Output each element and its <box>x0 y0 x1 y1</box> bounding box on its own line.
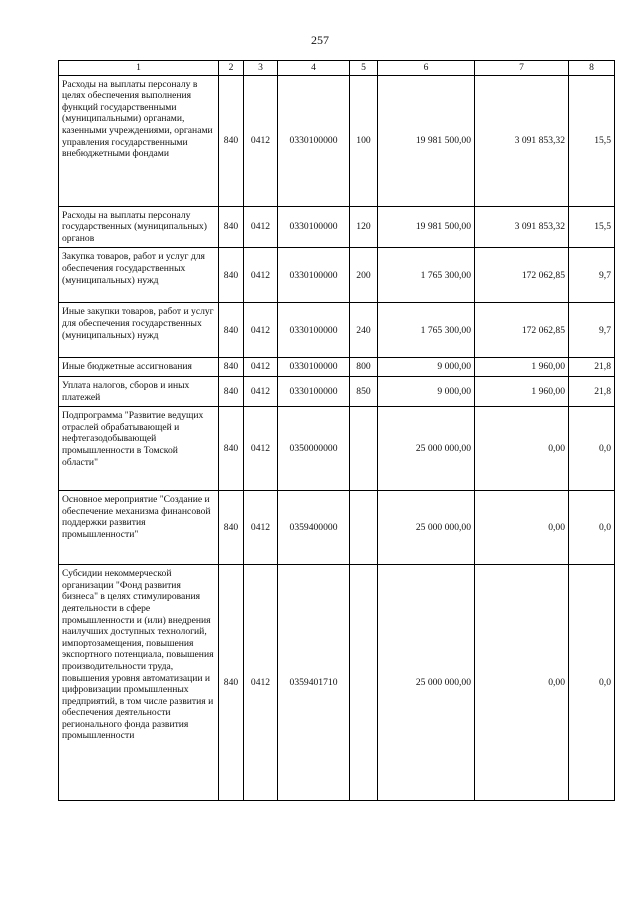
table-header-row <box>59 61 615 76</box>
target-article-code: 0359400000 <box>278 491 350 565</box>
execution-percent: 15,5 <box>569 206 615 248</box>
execution-percent: 21,8 <box>569 358 615 377</box>
column-header: 1 <box>59 61 219 76</box>
executed-amount: 3 091 853,32 <box>475 75 569 206</box>
target-article-code: 0359401710 <box>278 565 350 801</box>
target-article-code: 0330100000 <box>278 358 350 377</box>
expense-type-code: 800 <box>350 358 378 377</box>
budget-table <box>58 60 615 801</box>
ministry-code: 840 <box>219 248 244 303</box>
target-article-code: 0330100000 <box>278 248 350 303</box>
expense-name: Закупка товаров, работ и услуг для обеспечения государственных (муниципальных) нужд <box>59 248 219 303</box>
expense-type-code <box>350 491 378 565</box>
section-code: 0412 <box>244 75 278 206</box>
expense-type-code: 200 <box>350 248 378 303</box>
ministry-code: 840 <box>219 75 244 206</box>
planned-amount: 25 000 000,00 <box>378 491 475 565</box>
expense-type-code: 850 <box>350 376 378 406</box>
table-row <box>59 407 615 491</box>
table-row <box>59 491 615 565</box>
expense-type-code <box>350 565 378 801</box>
expense-name: Подпрограмма "Развитие ведущих отраслей обрабатывающей и нефтегазодобывающей промышленности в Томской области" <box>59 407 219 491</box>
column-header: 8 <box>569 61 615 76</box>
section-code: 0412 <box>244 206 278 248</box>
section-code: 0412 <box>244 565 278 801</box>
expense-type-code: 100 <box>350 75 378 206</box>
planned-amount: 19 981 500,00 <box>378 75 475 206</box>
section-code: 0412 <box>244 358 278 377</box>
expense-name: Расходы на выплаты персоналу государственных (муниципальных) органов <box>59 206 219 248</box>
expense-type-code: 120 <box>350 206 378 248</box>
column-header: 5 <box>350 61 378 76</box>
table-row <box>59 248 615 303</box>
expense-name: Иные бюджетные ассигнования <box>59 358 219 377</box>
planned-amount: 25 000 000,00 <box>378 565 475 801</box>
column-header: 2 <box>219 61 244 76</box>
expense-name: Иные закупки товаров, работ и услуг для обеспечения государственных (муниципальных) нужд <box>59 303 219 358</box>
planned-amount: 1 765 300,00 <box>378 248 475 303</box>
executed-amount: 1 960,00 <box>475 376 569 406</box>
execution-percent: 21,8 <box>569 376 615 406</box>
planned-amount: 25 000 000,00 <box>378 407 475 491</box>
section-code: 0412 <box>244 303 278 358</box>
ministry-code: 840 <box>219 565 244 801</box>
table-row <box>59 206 615 248</box>
execution-percent: 9,7 <box>569 248 615 303</box>
column-header: 3 <box>244 61 278 76</box>
expense-type-code <box>350 407 378 491</box>
page-number: 257 <box>311 33 329 47</box>
execution-percent: 0,0 <box>569 407 615 491</box>
executed-amount: 172 062,85 <box>475 303 569 358</box>
expense-name: Расходы на выплаты персоналу в целях обеспечения выполнения функций государственными (муниципальными) органами, казенными учреждениями, органами управления государственными внебюджетными фондами <box>59 75 219 206</box>
executed-amount: 3 091 853,32 <box>475 206 569 248</box>
expense-name: Основное мероприятие "Создание и обеспечение механизма финансовой поддержки развития промышленности" <box>59 491 219 565</box>
table-row <box>59 358 615 377</box>
column-header: 7 <box>475 61 569 76</box>
section-code: 0412 <box>244 376 278 406</box>
ministry-code: 840 <box>219 206 244 248</box>
section-code: 0412 <box>244 407 278 491</box>
column-header: 4 <box>278 61 350 76</box>
table-row <box>59 303 615 358</box>
executed-amount: 172 062,85 <box>475 248 569 303</box>
execution-percent: 15,5 <box>569 75 615 206</box>
ministry-code: 840 <box>219 407 244 491</box>
executed-amount: 0,00 <box>475 565 569 801</box>
section-code: 0412 <box>244 491 278 565</box>
target-article-code: 0330100000 <box>278 376 350 406</box>
ministry-code: 840 <box>219 376 244 406</box>
table-row <box>59 75 615 206</box>
ministry-code: 840 <box>219 491 244 565</box>
execution-percent: 0,0 <box>569 491 615 565</box>
executed-amount: 1 960,00 <box>475 358 569 377</box>
planned-amount: 9 000,00 <box>378 376 475 406</box>
planned-amount: 9 000,00 <box>378 358 475 377</box>
column-header: 6 <box>378 61 475 76</box>
table-row <box>59 376 615 406</box>
target-article-code: 0330100000 <box>278 206 350 248</box>
expense-type-code: 240 <box>350 303 378 358</box>
target-article-code: 0350000000 <box>278 407 350 491</box>
table-row <box>59 565 615 801</box>
expense-name: Субсидии некоммерческой организации "Фонд развития бизнеса" в целях стимулирования деятельности в сфере промышленности и (или) внедрения наилучших доступных технологий, импортозамещения, повышения экспортного потенциала, повышения производительности труда, повышения уровня автоматизации и цифровизации промышленных предприятий, в том числе развития и обеспечения деятельности регионального фонда развития промышленности <box>59 565 219 801</box>
executed-amount: 0,00 <box>475 491 569 565</box>
ministry-code: 840 <box>219 303 244 358</box>
expense-name: Уплата налогов, сборов и иных платежей <box>59 376 219 406</box>
target-article-code: 0330100000 <box>278 303 350 358</box>
planned-amount: 1 765 300,00 <box>378 303 475 358</box>
section-code: 0412 <box>244 248 278 303</box>
executed-amount: 0,00 <box>475 407 569 491</box>
ministry-code: 840 <box>219 358 244 377</box>
execution-percent: 0,0 <box>569 565 615 801</box>
planned-amount: 19 981 500,00 <box>378 206 475 248</box>
execution-percent: 9,7 <box>569 303 615 358</box>
target-article-code: 0330100000 <box>278 75 350 206</box>
